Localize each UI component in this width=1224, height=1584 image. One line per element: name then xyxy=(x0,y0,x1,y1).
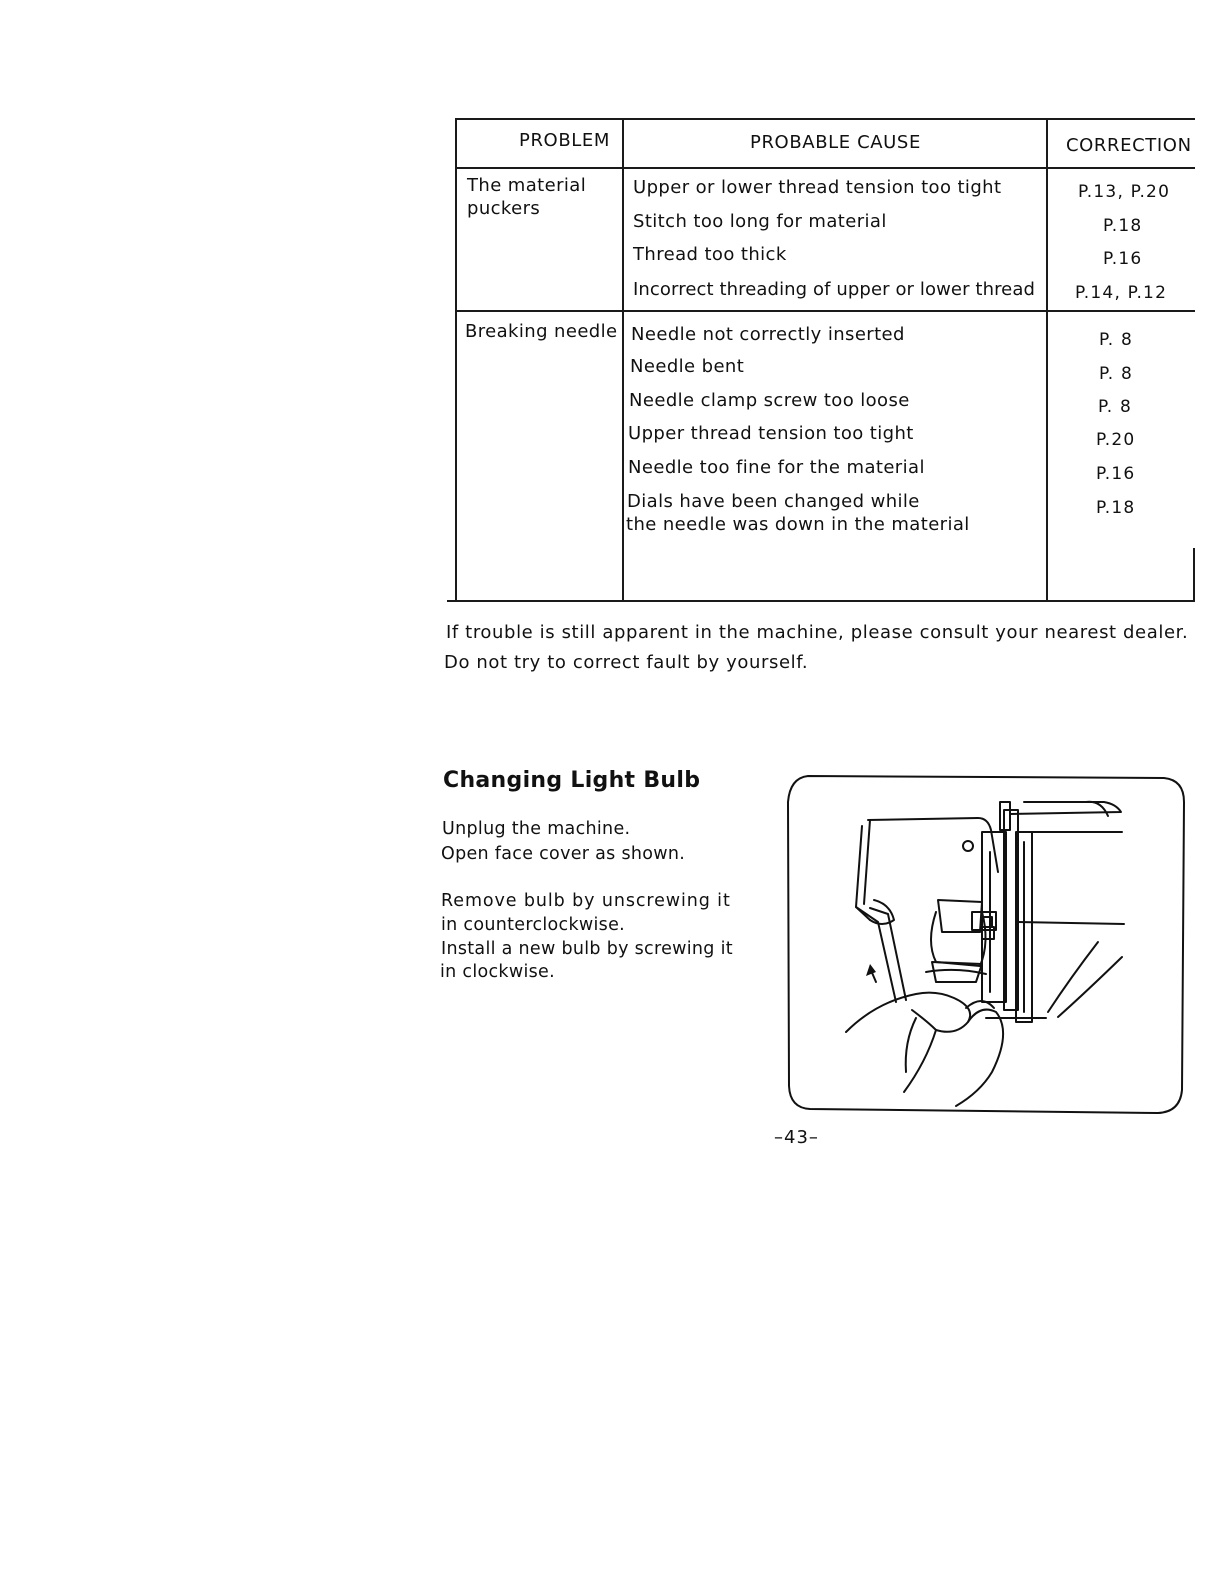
section-title: Changing Light Bulb xyxy=(443,768,701,793)
correction-row2-2: P. 8 xyxy=(1099,364,1134,384)
cause-row1-4: Incorrect threading of upper or lower thread xyxy=(633,279,1036,300)
cause-row1-3: Thread too thick xyxy=(633,244,787,265)
problem-breaking-needle: Breaking needle xyxy=(465,321,618,342)
instruction-line-4: in counterclockwise. xyxy=(441,915,626,935)
sewing-machine-face-icon xyxy=(786,772,1186,1117)
correction-row2-5: P.16 xyxy=(1096,464,1136,484)
table-col-rule-1 xyxy=(622,118,624,602)
problem-material-puckers-line1: The material xyxy=(467,175,587,196)
table-border-top xyxy=(455,118,1195,120)
cause-row1-2: Stitch too long for material xyxy=(633,211,887,232)
correction-row1-4: P.14, P.12 xyxy=(1075,283,1168,303)
table-border-bottom xyxy=(447,600,1195,602)
instruction-line-6: in clockwise. xyxy=(440,962,555,982)
instruction-line-2: Open face cover as shown. xyxy=(441,844,686,864)
correction-row2-4: P.20 xyxy=(1096,430,1136,450)
page-number: –43– xyxy=(774,1127,819,1148)
table-border-left xyxy=(455,118,457,600)
dealer-note-line1: If trouble is still apparent in the machine, please consult your nearest dealer. xyxy=(446,622,1189,643)
instruction-line-5: Install a new bulb by screwing it xyxy=(441,939,733,959)
cause-row2-3: Needle clamp screw too loose xyxy=(629,390,910,411)
table-col-rule-2 xyxy=(1046,118,1048,602)
header-correction: CORRECTION xyxy=(1066,135,1192,156)
cause-row2-7: the needle was down in the material xyxy=(626,514,970,535)
table-border-right xyxy=(1193,548,1195,602)
correction-row1-3: P.16 xyxy=(1103,249,1143,269)
correction-row2-3: P. 8 xyxy=(1098,397,1133,417)
cause-row2-2: Needle bent xyxy=(630,356,745,377)
instruction-line-1: Unplug the machine. xyxy=(442,819,631,839)
troubleshooting-table xyxy=(455,118,1195,610)
instruction-line-3: Remove bulb by unscrewing it xyxy=(441,891,731,911)
cause-row2-4: Upper thread tension too tight xyxy=(628,423,914,444)
cause-row2-1: Needle not correctly inserted xyxy=(631,324,905,345)
correction-row2-1: P. 8 xyxy=(1099,330,1134,350)
cause-row2-5: Needle too fine for the material xyxy=(628,457,925,478)
table-row-rule xyxy=(455,310,1195,312)
correction-row1-2: P.18 xyxy=(1103,216,1143,236)
correction-row2-6: P.18 xyxy=(1096,498,1136,518)
problem-material-puckers-line2: puckers xyxy=(467,198,541,219)
cause-row1-1: Upper or lower thread tension too tight xyxy=(633,177,1002,198)
header-problem: PROBLEM xyxy=(519,130,611,151)
cause-row2-6: Dials have been changed while xyxy=(627,491,920,512)
light-bulb-replacement-illustration xyxy=(786,772,1186,1117)
table-header-rule xyxy=(455,167,1195,169)
dealer-note-line2: Do not try to correct fault by yourself. xyxy=(444,652,809,673)
header-probable-cause: PROBABLE CAUSE xyxy=(750,132,921,153)
correction-row1-1: P.13, P.20 xyxy=(1078,182,1171,202)
